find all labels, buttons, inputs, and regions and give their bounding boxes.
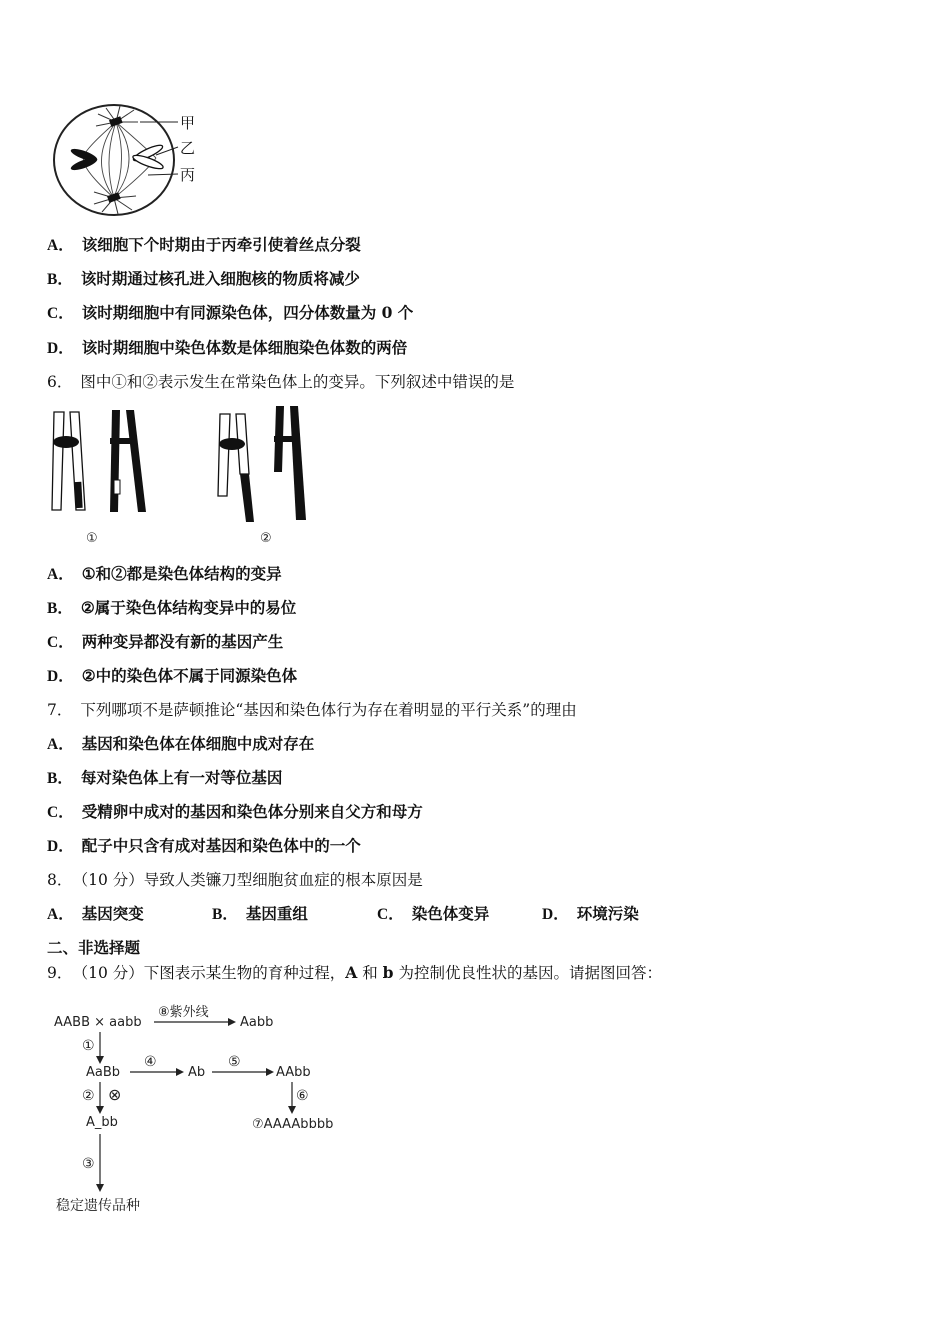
q6-option-b: B． ②属于染色体结构变异中的易位	[47, 598, 297, 617]
step2-label: ②	[82, 1088, 95, 1104]
section-title: 二、非选择题	[47, 938, 141, 957]
figure-2-black-chromosome	[274, 406, 306, 520]
step7-result: ⑦AAAAbbbb	[252, 1117, 334, 1132]
q7-option-b: B． 每对染色体上有一对等位基因	[47, 768, 283, 787]
chromosome-variation-figure	[44, 400, 334, 550]
cell-division-figure	[48, 100, 208, 222]
figure-1-label: ①	[86, 531, 98, 546]
q5-option-c: C． 该时期细胞中有同源染色体，四分体数量为 0 个	[47, 303, 414, 322]
q8-option-b: B． 基因重组	[212, 904, 308, 923]
q8-stem: 8． （10 分）导致人类镰刀型细胞贫血症的根本原因是	[47, 871, 423, 889]
q5-option-b: B． 该时期通过核孔进入细胞核的物质将减少	[47, 269, 360, 288]
haploid-text: Ab	[188, 1065, 206, 1080]
breeding-diagram	[50, 998, 350, 1220]
label-yi: 乙	[180, 139, 196, 157]
mutant-text: Aabb	[240, 1015, 274, 1030]
step4-label: ④	[144, 1054, 157, 1070]
doubled-text: AAbb	[276, 1065, 311, 1080]
step1-label: ①	[82, 1038, 95, 1054]
q6-option-c: C． 两种变异都没有新的基因产生	[47, 632, 284, 651]
parents-text: AABB × aabb	[54, 1015, 142, 1030]
step5-label: ⑤	[228, 1054, 241, 1070]
q7-stem: 7． 下列哪项不是萨顿推论“基因和染色体行为存在着明显的平行关系”的理由	[47, 701, 577, 719]
q7-option-d: D． 配子中只含有成对基因和染色体中的一个	[47, 836, 361, 855]
q8-option-a: A． 基因突变	[47, 904, 144, 923]
final-text: 稳定遗传品种	[56, 1198, 140, 1214]
f1-text: AaBb	[86, 1065, 121, 1080]
q5-option-d: D． 该时期细胞中染色体数是体细胞染色体数的两倍	[47, 338, 408, 357]
figure-2-label: ②	[260, 531, 272, 546]
selfing-symbol: ⊗	[108, 1085, 122, 1104]
q8-option-d: D． 环境污染	[542, 904, 639, 923]
q8-options-row	[47, 904, 747, 924]
q6-option-d: D． ②中的染色体不属于同源染色体	[47, 666, 298, 685]
label-bing: 丙	[180, 166, 196, 184]
q6-option-a: A． ①和②都是染色体结构的变异	[47, 564, 282, 583]
q7-option-c: C． 受精卵中成对的基因和染色体分别来自父方和母方	[47, 802, 423, 821]
q8-option-c: C． 染色体变异	[377, 904, 490, 923]
q5-option-a: A． 该细胞下个时期由于丙牵引使着丝点分裂	[47, 235, 361, 254]
step6-label: ⑥	[296, 1088, 309, 1104]
step8-label: ⑧紫外线	[158, 1005, 209, 1020]
label-jia: 甲	[180, 114, 196, 132]
q6-stem: 6． 图中①和②表示发生在常染色体上的变异。下列叙述中错误的是	[47, 373, 515, 391]
q9-stem: 9． （10 分）下图表示某生物的育种过程，A 和 b 为控制优良性状的基因。请据图回答：	[47, 963, 662, 982]
figure-1-black-chromosome	[110, 410, 146, 512]
selected-text: A_bb	[86, 1115, 118, 1130]
step3-label: ③	[82, 1156, 95, 1172]
centriole-top	[109, 116, 123, 127]
q7-option-a: A． 基因和染色体在体细胞中成对存在	[47, 734, 315, 753]
